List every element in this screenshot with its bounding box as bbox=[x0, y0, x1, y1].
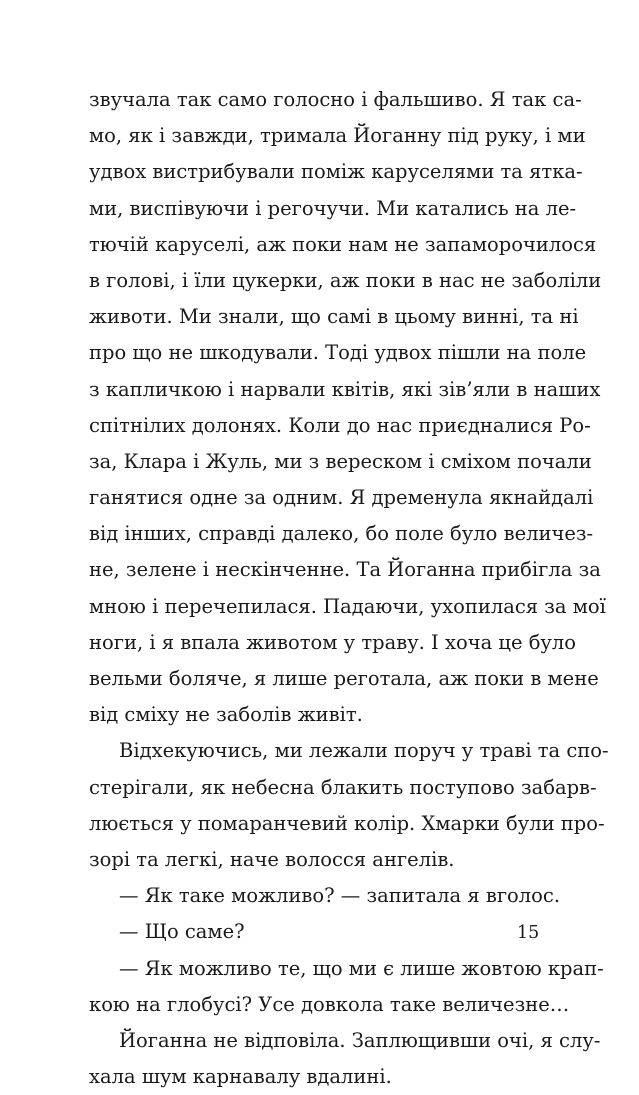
dialogue-line: — Як таке можливо? — запитала я вголос. bbox=[119, 884, 561, 908]
text-line: люється у помаранчевий колір. Хмарки були про- bbox=[89, 811, 605, 835]
text-line: в голові, і їли цукерки, аж поки в нас не заболіли bbox=[89, 268, 602, 292]
text-line: стерігали, як небесна блакить поступово забарв- bbox=[89, 775, 597, 799]
text-line: мною і перечепилася. Падаючи, ухопилася за мої bbox=[89, 594, 606, 618]
text-line: тючій каруселі, аж поки нам не запаморочилося bbox=[89, 232, 597, 256]
text-line: звучала так само голосно і фальшиво. Я так са- bbox=[89, 88, 582, 111]
text-line: за, Клара і Жуль, ми з вереском і сміхом почали bbox=[89, 449, 592, 473]
text-line: животи. Ми знали, що самі в цьому винні, та ні bbox=[89, 305, 579, 329]
text-line: від інших, справді далеко, бо поле було величез- bbox=[89, 522, 594, 546]
text-line: від сміху не заболів живіт. bbox=[89, 703, 363, 727]
text-line: вельми боляче, я лише реготала, аж поки в мене bbox=[89, 667, 599, 690]
dialogue-line: — Як можливо те, що ми є лише жовтою крап- bbox=[119, 956, 604, 980]
text-line: ми, виспівуючи і регочучи. Ми катались на ле- bbox=[89, 196, 577, 220]
dialogue-line: кою на глобусі? Усе довкола таке величезне… bbox=[89, 992, 570, 1016]
text-line: спітнілих долонях. Коли до нас приєдналися Ро- bbox=[89, 413, 591, 437]
text-line: не, зелене і нескінченне. Та Йоганна прибігла за bbox=[89, 558, 601, 582]
dialogue-line: — Що саме? bbox=[119, 920, 245, 944]
text-line: ганятися одне за одним. Я дременула якнайдалі bbox=[89, 486, 594, 510]
text-line: мо, як і завжди, тримала Йоганну під руку, і ми bbox=[89, 124, 586, 148]
text-line: про що не шкодували. Тоді удвох пішли на поле bbox=[89, 341, 587, 365]
page-number: 15 bbox=[517, 923, 540, 943]
text-line: ноги, і я впала животом у траву. І хоча це було bbox=[89, 630, 577, 654]
text-line: з капличкою і нарвали квітів, які зів’яли в наших bbox=[89, 377, 601, 401]
text-line: Йоганна не відповіла. Заплющивши очі, я слу- bbox=[119, 1028, 601, 1052]
text-line: удвох вистрибували поміж каруселями та ятка- bbox=[89, 160, 583, 184]
text-line: зорі та легкі, наче волосся ангелів. bbox=[89, 847, 455, 871]
text-line: хала шум карнавалу вдалині. bbox=[89, 1065, 392, 1089]
page-body-text bbox=[89, 82, 609, 1095]
text-line: Відхекуючись, ми лежали поруч у траві та спо- bbox=[119, 739, 609, 763]
